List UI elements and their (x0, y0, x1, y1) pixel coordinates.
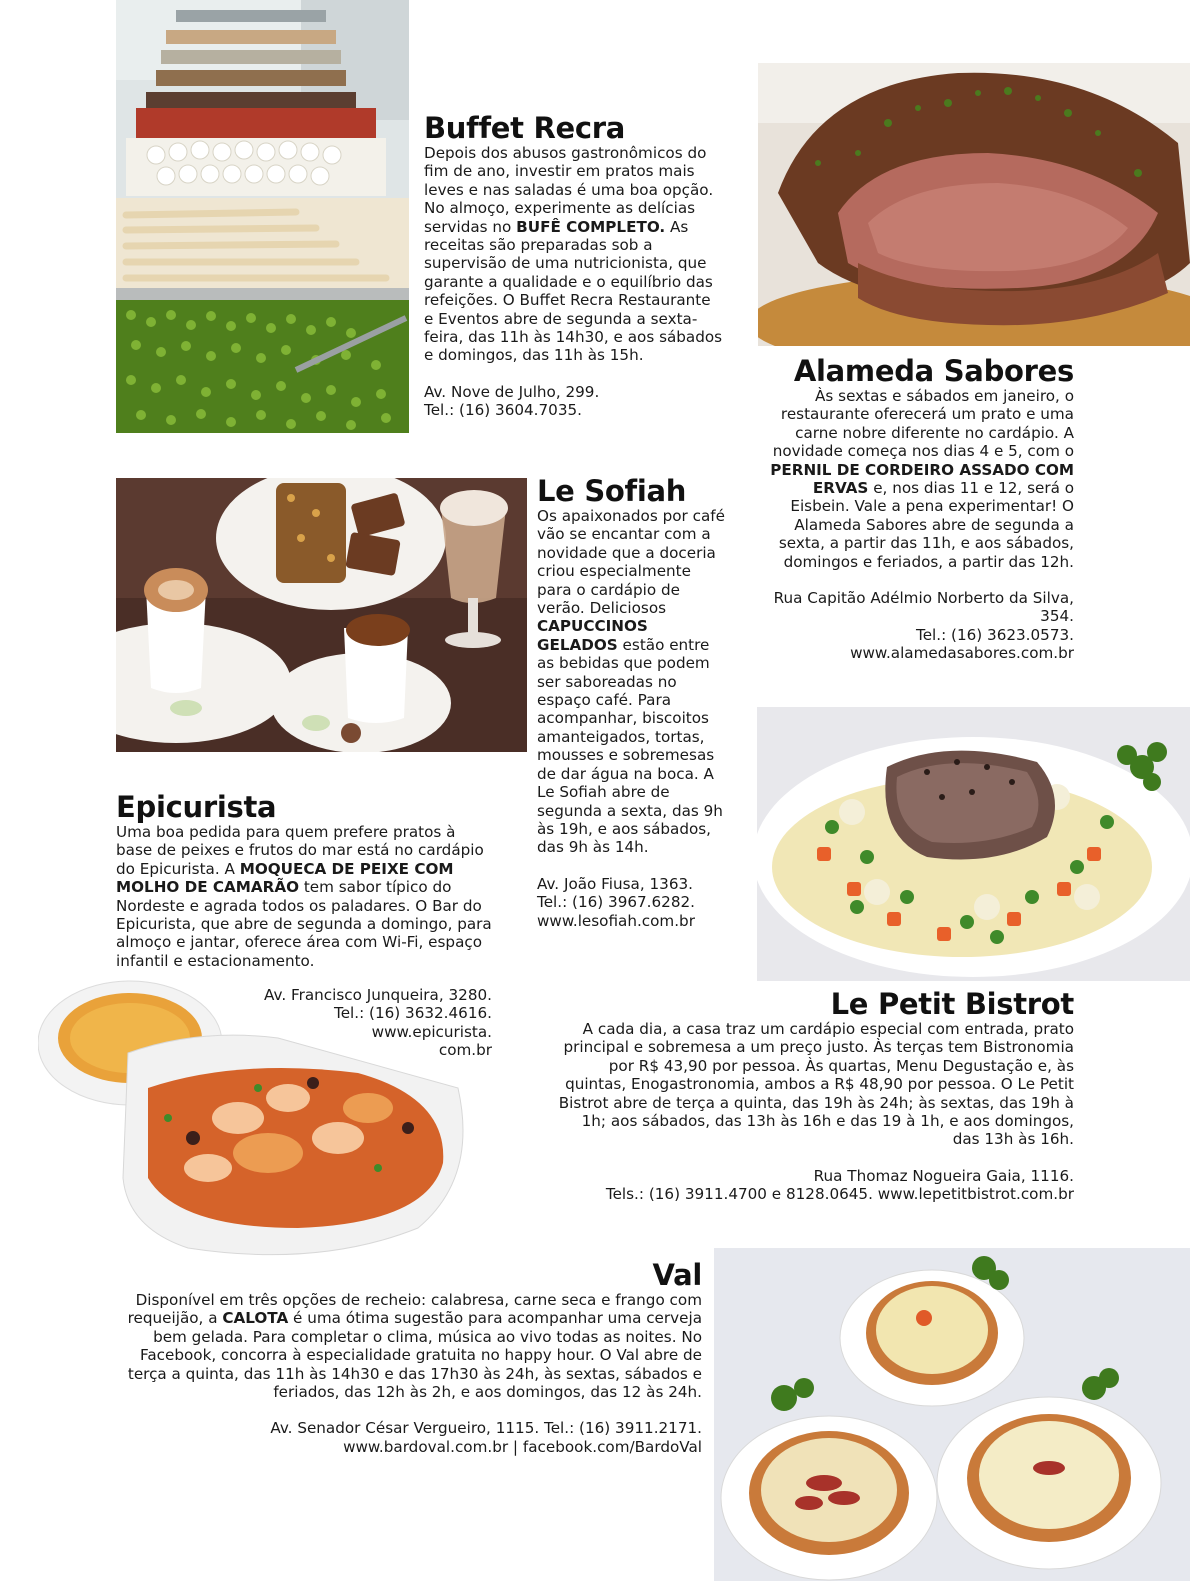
petit-address: Rua Thomaz Nogueira Gaia, 1116. (813, 1166, 1074, 1185)
val-section (122, 1259, 702, 1456)
epicurista-description: Uma boa pedida para quem prefere pratos à base de peixes e frutos do mar está no cardápio do Epicurista. A MOQUECA DE PEIXE COM MOLHO DE CAMARÃO tem sabor típico do Nordeste e agrada todos os paladares. O Bar do Epicurista, que abre de segunda a domingo, para almoço e jantar, oferece área com Wi-Fi, espaço infantil e estacionamento. (116, 823, 492, 970)
epicurista-highlight: MOQUECA DE PEIXE COM MOLHO DE CAMARÃO (116, 859, 454, 897)
le-sofiah-section (537, 475, 729, 930)
val-web-links[interactable]: www.bardoval.com.br | facebook.com/BardoVal (343, 1437, 702, 1456)
val-description: Disponível em três opções de recheio: calabresa, carne seca e frango com requeijão, a CALOTA é uma ótima sugestão para acompanhar uma cerveja bem gelada. Para completar o clima, música ao vivo todas as noites. No Facebook, concorra à especialidade gratuita no happy hour. O Val abre de terça a quinta, das 11h às 14h30 e das 17h30 às 24h, às sextas, sábados e feriados, das 12h às 2h, e aos domingos, das 12 às 24h. (127, 1291, 702, 1402)
alameda-highlight: PERNIL DE CORDEIRO ASSADO COM ERVAS (770, 460, 1074, 498)
val-highlight: CALOTA (222, 1309, 289, 1328)
calota-photo (714, 1248, 1190, 1581)
val-title: Val (652, 1258, 702, 1292)
lamb-photo (758, 63, 1190, 346)
buffet-photo (116, 0, 409, 433)
buffet-recra-address: Av. Nove de Julho, 299. (424, 382, 600, 401)
epicurista-title: Epicurista (116, 790, 277, 824)
epicurista-phone: Tel.: (16) 3632.4616. (334, 1004, 492, 1023)
alameda-title: Alameda Sabores (793, 354, 1074, 388)
sofiah-address: Av. João Fiusa, 1363. (537, 874, 693, 893)
sofiah-description: Os apaixonados por café vão se encantar com a novidade que a doceria criou especialmente para o cardápio de verão. Deliciosos CAPUCCINOS GELADOS estão entre as bebidas que podem ser saboreadas no espaço café. Para acompanhar, biscoitos amanteigados, tortas, mousses e sobremesas de dar água na boca. A Le Sofiah abre de segunda a sexta, das 9h às 19h, e aos sábados, das 9h às 14h. (537, 507, 725, 857)
petit-title: Le Petit Bistrot (830, 987, 1074, 1021)
petit-description: A cada dia, a casa traz um cardápio especial com entrada, prato principal e sobremesa a um preço justo. Às terças tem Bistronomia por R$ 43,90 por pessoa. Às quartas, Menu Degustação e, às quintas, Enogastronomia, ambos a R$ 48,90 por pessoa. O Le Petit Bistrot abre de terça a quinta, das 19h às 24h; às sextas, das 19h à 1h; aos sábados, das 13h às 16h e das 19 à 1h, e aos domingos, das 13h às 16h. (558, 1020, 1074, 1149)
cafe-photo (116, 478, 527, 752)
epicurista-address: Av. Francisco Junqueira, 3280. (264, 986, 492, 1004)
epicurista-section (116, 791, 496, 970)
sofiah-highlight: CAPUCCINOS GELADOS (537, 617, 648, 654)
alameda-website-link[interactable]: www.alamedasabores.com.br (850, 644, 1074, 663)
buffet-recra-section (424, 112, 724, 420)
le-petit-bistrot-section (556, 988, 1074, 1204)
buffet-recra-phone: Tel.: (16) 3604.7035. (424, 401, 582, 420)
alameda-description: Às sextas e sábados em janeiro, o restaurante oferecerá um prato e uma carne nobre diferente no cardápio. A novidade começa nos dias 4 e 5, com o PERNIL DE CORDEIRO ASSADO COM ERVAS e, nos dias 11 e 12, será o Eisbein. Vale a pena experimentar! O Alameda Sabores abre de segunda a sexta, a partir das 11h, e aos sábados, domingos e feriados, a partir das 12h. (770, 387, 1074, 571)
sofiah-title: Le Sofiah (537, 474, 687, 508)
alameda-phone: Tel.: (16) 3623.0573. (916, 625, 1074, 644)
petit-contacts: Tels.: (16) 3911.4700 e 8128.0645. www.lepetitbistrot.com.br (605, 1185, 1074, 1204)
val-address: Av. Senador César Vergueiro, 1115. Tel.: (16) 3911.2171. (270, 1419, 702, 1438)
sofiah-phone: Tel.: (16) 3967.6282. (537, 893, 695, 912)
buffet-recra-highlight: BUFÊ COMPLETO. (516, 217, 666, 236)
epicurista-contact (236, 986, 492, 1060)
sofiah-website-link[interactable]: www.lesofiah.com.br (537, 911, 695, 930)
alameda-address: Rua Capitão Adélmio Norberto da Silva, 354. (773, 589, 1074, 626)
epicurista-website-link[interactable]: www.epicurista. com.br (371, 1022, 492, 1060)
alameda-sabores-section (762, 355, 1074, 663)
buffet-recra-description: Depois dos abusos gastronômicos do fim de ano, investir em pratos mais leves e nas saladas é uma boa opção. No almoço, experimente as delícias servidas no BUFÊ COMPLETO. As receitas são preparadas sob a supervisão de uma nutricionista, que garante a qualidade e o equilíbrio das refeições. O Buffet Recra Restaurante e Eventos abre de segunda a sexta-feira, das 11h às 14h30, e aos sábados e domingos, das 11h às 15h. (424, 144, 723, 365)
buffet-recra-title: Buffet Recra (424, 111, 626, 145)
bistrot-dish-photo (757, 707, 1190, 981)
